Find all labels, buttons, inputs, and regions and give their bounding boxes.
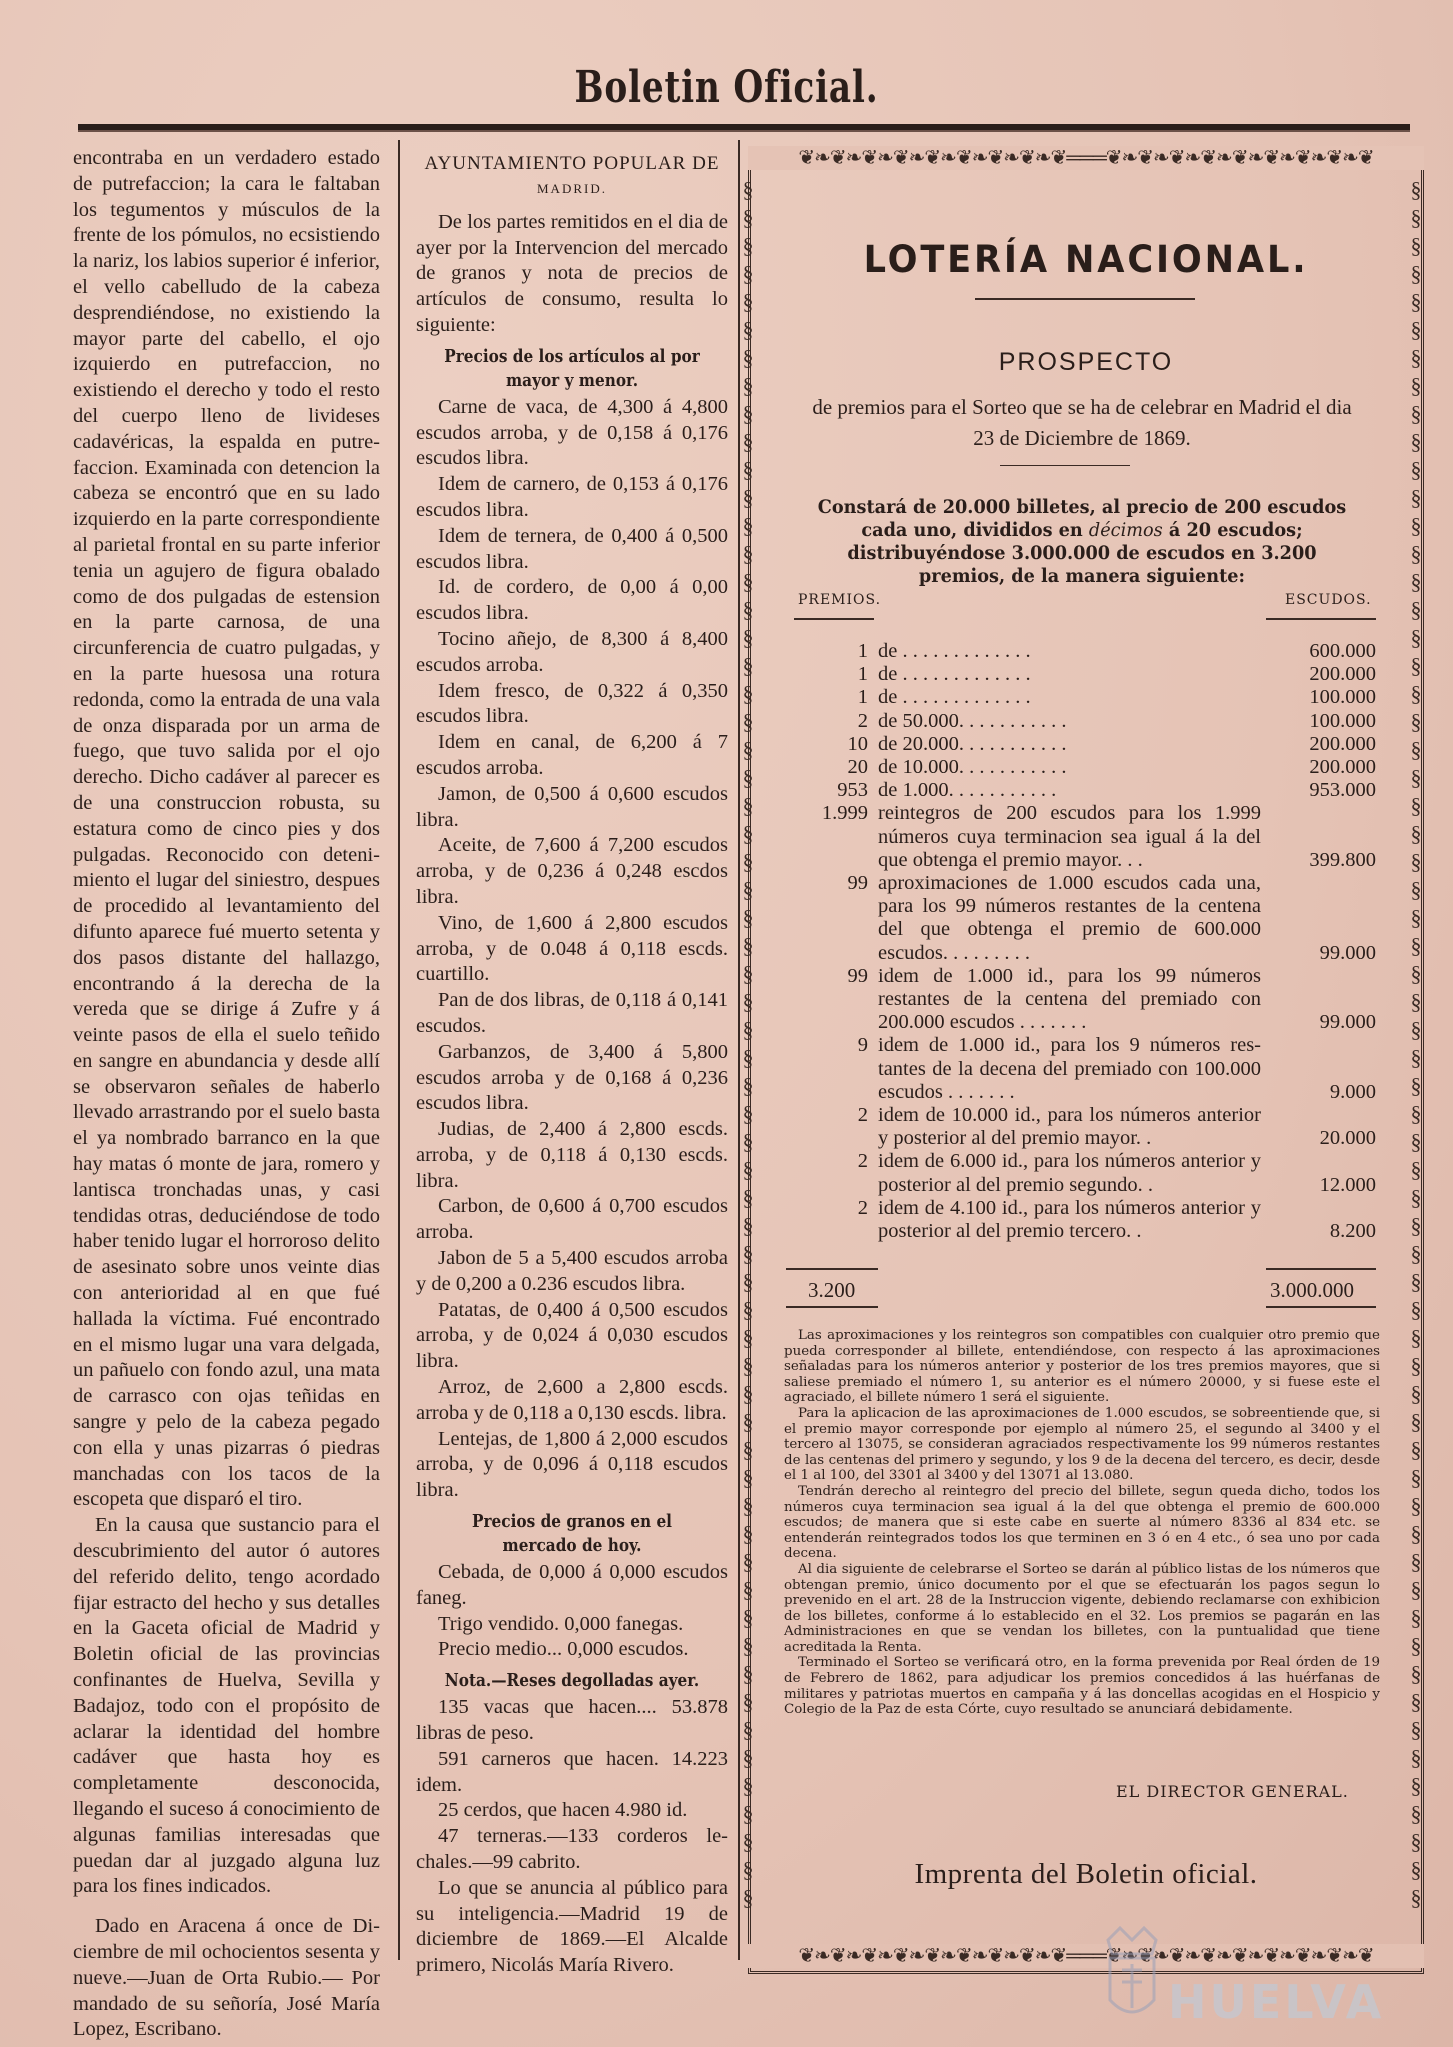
paragraph: En la causa que sustancio para el descubrimiento del autor ó autores del referido delito, tengo acordado fijar estracto del hecho y sus detalles en la Gaceta oficial de Madrid y Boletin oficial de las provincias confinantes de Huelva, Sevilla y Badajoz, todo con el propósito de aclarar la identidad del hombre cadáver que hasta hoy es completamente desconocida, llegando el suceso á conocimiento de algunas familias interesadas que puedan dar al juzgado alguna luz para los fines indicados. <box>73 1514 380 1898</box>
note-paragraph: Las aproximaciones y los reintegros son compatibles con cualquier otro premio que pueda corresponder al billete, entendiéndose, con respecto á las aproximaciones señaladas para los números anterior y posterior de los tres premios mayores, que si saliese premiado el número 1, su anterior es el número 20000, y si fuese este el agraciado, el billete número 1 será el siguiente. <box>784 1328 1380 1406</box>
prize-amount: 9.000 <box>1329 1080 1376 1103</box>
column-header-premios: PREMIOS. <box>798 592 882 608</box>
slaughter-item: 25 cerdos, que hacen 4.980 id. <box>438 1799 688 1822</box>
prize-amount: 99.000 <box>1319 941 1376 964</box>
prize-amount: 8.200 <box>1329 1220 1376 1243</box>
prize-count: 1 <box>857 686 868 709</box>
table-row <box>786 710 1376 733</box>
slaughter-item: 591 carneros que hacen. 14.223 idem. <box>416 1747 728 1796</box>
price-item: Id. de cordero, de 0,00 á 0,00 escudos libra. <box>416 576 728 625</box>
ornament-border-bottom: ❦❧❦❧❦❧❦❧❦❧❦❧❦❧❦❧❦═══❦❧❦❧❦❧❦❧❦❧❦❧❦❧❦❧❦ <box>748 1944 1424 1968</box>
constara-text: Constará de 20.000 billetes, al precio de 200 escudos cada uno, divididos en <box>817 496 1347 541</box>
table-row <box>786 686 1376 709</box>
table-row <box>786 733 1376 756</box>
prize-amount: 100.000 <box>1309 709 1376 732</box>
prize-count: 99 <box>847 964 868 987</box>
price-item: Carbon, de 0,600 á 0,700 escudos arroba. <box>416 1195 728 1244</box>
price-item: Jamon, de 0,500 á 0,600 escudos libra. <box>416 782 728 831</box>
prospecto-heading: PROSPECTO <box>998 348 1174 376</box>
ornament-border-top: ❦❧❦❧❦❧❦❧❦❧❦❧❦❧❦❧❦═══❦❧❦❧❦❧❦❧❦❧❦❧❦❧❦❧❦ <box>748 146 1424 170</box>
prize-description: reintegros de 200 escudos para los 1.999 números cuya terminacion sea igual á la del que obtenga el premio mayor. . . <box>878 802 1261 871</box>
constara-italic: décimos <box>1088 519 1163 541</box>
price-item: Garbanzos, de 3,400 á 5,800 escudos arroba y de 0,168 á 0,236 escudos libra. <box>416 1040 728 1115</box>
slaughter-item: 135 vacas que hacen.... 53.878 libras de peso. <box>416 1696 728 1745</box>
section-title: AYUNTAMIENTO POPULAR DE <box>424 153 720 174</box>
prize-amount: 100.000 <box>1309 686 1376 709</box>
prize-description: idem de 4.100 id., para los números anterior y posterior al del premio tercero. . <box>878 1196 1261 1243</box>
prize-table <box>786 640 1376 1243</box>
price-item: Aceite, de 7,600 á 7,200 escudos arroba, y de 0,236 á 0,248 escdos libra. <box>416 834 728 908</box>
intro-line: de premios para el Sorteo que se ha de celebrar en Madrid el dia <box>812 395 1352 419</box>
grain-item: Cebada, de 0,000 á 0,000 escudos faneg. <box>416 1561 728 1609</box>
prize-description: de 50.000. . . . . . . . . . . <box>878 709 1067 732</box>
prize-count: 2 <box>857 1104 868 1127</box>
note-paragraph: Tendrán derecho al reintegro del precio del billete, segun queda dicho, todos los números cuya terminacion sea igual á la del que obtenga el premio de 600.000 escudos; de manera que si este cabe en suerte al número 8336 al 834 etc. se entenderán reintegrados todos los que terminen en 3 ó en 4 etc., ó sea uno por cada decena. <box>784 1483 1380 1562</box>
slaughter-item: 47 terneras.—133 corderos lechales.—99 cabrito. <box>416 1825 728 1874</box>
price-item: Idem en canal, de 6,200 á 7 escudos arroba. <box>416 731 728 779</box>
total-rule <box>1266 1268 1376 1270</box>
ornament-border-right: § § § § § § § § § § § § § § § § § § § § § § § § § § § § § § § § § § § § § § § § § § § § § § § § § § § § § § § § § § § § § § <box>1410 177 1422 1910</box>
intro-paragraph: De los partes remitidos en el dia de ayer por la Intervencion del mercado de granos y nota de precios de artículos de consumo, resulta lo siguiente: <box>416 210 728 336</box>
price-item: Tocino añejo, de 8,300 á 8,400 escudos arroba. <box>416 627 728 676</box>
intro-line: 23 de Diciembre de 1869. <box>973 426 1191 450</box>
prize-count: 2 <box>857 709 868 732</box>
prize-description: de 10.000. . . . . . . . . . . <box>878 756 1067 779</box>
price-item: Judias, de 2,400 á 2,800 escds. arroba, y de 0,118 á 0,130 escds. libra. <box>416 1118 728 1192</box>
prize-count: 99 <box>847 872 868 895</box>
price-item: Idem fresco, de 0,322 á 0,350 escudos libra. <box>416 679 728 728</box>
prize-amount: 399.800 <box>1309 848 1376 871</box>
column-header-escudos: ESCUDOS. <box>1285 592 1372 608</box>
prize-count: 1.999 <box>821 802 868 825</box>
price-item: Idem de ternera, de 0,400 á 0,500 escudos libra. <box>416 524 728 573</box>
page-title: Boletin Oficial. <box>574 62 879 113</box>
intro-rule <box>1000 465 1130 466</box>
title-rule <box>975 298 1195 300</box>
prize-amount: 12.000 <box>1319 1173 1376 1196</box>
section-heading: Nota.—Reses degolladas ayer. <box>444 1670 700 1692</box>
total-rule <box>1266 1306 1376 1308</box>
total-rule <box>786 1268 878 1270</box>
lottery-title: LOTERÍA NACIONAL. <box>863 238 1309 281</box>
closing-paragraph: Lo que se anuncia al público para su inteligencia.—Madrid 19 de diciembre de 1869.—El Alcalde primero, Nicolás María Rivero. <box>416 1876 728 1977</box>
prize-amount: 20.000 <box>1319 1127 1376 1150</box>
price-item: Lentejas, de 1,800 á 2,000 escudos arroba, y de 0,096 á 0,118 escudos libra. <box>416 1427 728 1502</box>
table-rule <box>1266 618 1376 620</box>
prize-amount: 953.000 <box>1309 779 1376 802</box>
prize-description: idem de 6.000 id., para los números anterior y posterior al del premio segundo. . <box>878 1150 1261 1196</box>
prize-amount: 600.000 <box>1309 640 1376 662</box>
prize-description: de . . . . . . . . . . . . . <box>878 640 1031 662</box>
table-row <box>786 802 1376 872</box>
price-item: Jabon de 5 a 5,400 escudos arroba y de 0,200 a 0.236 escudos libra. <box>416 1247 728 1295</box>
table-row <box>786 663 1376 686</box>
prize-count: 2 <box>857 1196 868 1219</box>
prize-description: aproximaciones de 1.000 escudos cada una, para los 99 números restantes de la centena del que obtenga el premio de 600.000 escudos. . . . . . . . . <box>878 872 1261 964</box>
prize-count: 1 <box>857 663 868 686</box>
column-divider <box>398 140 400 1960</box>
section-heading: Precios de los artículos al por mayor y menor. <box>444 345 700 391</box>
watermark-text: HUELVA <box>1168 1975 1385 2029</box>
prize-description: de 20.000. . . . . . . . . . . <box>878 732 1067 755</box>
table-row <box>786 1034 1376 1104</box>
table-row <box>786 1197 1376 1243</box>
prize-description: de . . . . . . . . . . . . . <box>878 663 1031 686</box>
paragraph: Dado en Aracena á once de Diciembre de mil ochocientos sesenta y nueve.—Juan de Orta Rubio.— Por mandado de su señoría, José María Lopez, Escribano. <box>73 1915 380 2041</box>
lottery-notes <box>784 1328 1380 1718</box>
constara-paragraph <box>803 496 1361 588</box>
table-row <box>786 965 1376 1035</box>
prize-description: idem de 1.000 id., para los 99 números restantes de la centena del premiado con 200.000 escudos . . . . . . . <box>878 964 1261 1034</box>
prize-count: 2 <box>857 1150 868 1173</box>
table-row <box>786 1150 1376 1196</box>
table-row <box>786 872 1376 965</box>
header-rule <box>78 124 1410 132</box>
grain-item: Trigo vendido. 0,000 fanegas. <box>438 1612 684 1635</box>
imprenta-footer: Imprenta del Boletin oficial. <box>914 1858 1258 1890</box>
paragraph: encontraba en un verdadero estado de putrefaccion; la cara le faltaban los tegumentos y músculos de la frente de los pómulos, no ecsistiendo la nariz, los labios superior é inferior, el vello cabelludo de la cabeza desprendiéndose, no existiendo la mayor parte del cabello, el ojo izquierdo en putrefaccion, no existiendo el derecho y todo el resto del cuerpo lleno de livideses cadavéricas, la espalda en putrefaccion. Examinada con detencion la cabeza se encontró que en su lado izquierdo en la parte correspondiente al parietal frontal en su parte inferior tenia un agujero de figura obalado como de dos pulgadas de estension en la parte carnosa, de una circunferencia de cuatro pulgadas, y en la parte huesosa una rotura redonda, como la entrada de una vala de onza disparada por un arma de fuego, que tuvo salida por el ojo derecho. Dicho cadáver al parecer es de una construccion robusta, su estatura como de cinco pies y dos pulgadas. Reconocido con detenimiento el lugar del siniestro, despues de procedido al levantamiento del difunto aparece fué muerto setenta y dos pasos distante del hallazgo, encontrando á la derecha de la vereda que se dirige á Zufre y á veinte pasos de ella el suelo teñido en sangre en abundancia y desde allí se observaron señales de haberlo llevado arrastrando por el suelo basta el ya nombrado barranco en la que hay matas ó monte de jara, romero y lantisca tronchadas unas, y casi tendidas otras, deduciéndose de todo haber tenido lugar el horroroso delito de asesinato sobre unos veinte dias con anterioridad al en que fué hallada la víctima. Fué encontrado en el mismo lugar una vara delgada, un pañuelo con fondo azul, una mata de carrasco con ojas teñidas en sangre y pelo de la cabeza pegado con ella y unas pizarras ó piedras manchadas con los tacos de la escopeta que disparó el tiro. <box>73 147 380 1511</box>
prize-amount: 99.000 <box>1319 1011 1376 1034</box>
prize-description: idem de 10.000 id., para los números anterior y posterior al del premio mayor. . <box>878 1104 1261 1150</box>
table-row <box>786 1104 1376 1150</box>
prize-count: 10 <box>847 732 868 755</box>
price-item: Arroz, de 2,600 a 2,800 escds. arroba y de 0,118 a 0,130 escds. libra. <box>416 1376 728 1424</box>
table-row <box>786 756 1376 779</box>
column-crime-report <box>73 146 380 2043</box>
section-subtitle: MADRID. <box>537 181 607 196</box>
prize-description: de . . . . . . . . . . . . . <box>878 686 1031 709</box>
director-signature: EL DIRECTOR GENERAL. <box>1116 1782 1349 1801</box>
prize-count: 953 <box>837 779 868 802</box>
note-paragraph: Al dia siguiente de celebrarse el Sorteo se darán al público listas de los números que obtengan premio, único documento por el que se efectuarán los pagos segun lo prevenido en el art. 28 de la Instruccion vigente, debiendo reclamarse con exhibicion de los billetes, conforme á lo establecido en el 32. Los premios se pagarán en las Administraciones en que se vendan los billetes, con la puntualidad que tiene acreditada la Renta. <box>784 1561 1380 1655</box>
section-heading: Precios de granos en el mercado de hoy. <box>471 1511 673 1557</box>
prize-amount: 200.000 <box>1309 756 1376 779</box>
table-row <box>786 640 1376 663</box>
total-escudos: 3.000.000 <box>1270 1278 1354 1302</box>
ornament-border-left: § § § § § § § § § § § § § § § § § § § § § § § § § § § § § § § § § § § § § § § § § § § § § § § § § § § § § § § § § § § § § § <box>742 177 754 1910</box>
prize-count: 1 <box>857 640 868 662</box>
note-paragraph: Para la aplicacion de las aproximaciones de 1.000 escudos, se sobreentiende que, si el premio mayor corresponde por ejemplo al número 25, el segundo al 3400 y el tercero al 13075, se consideran agraciados respectivamente los 99 números restantes de las centenas del primero y segundo, y los 9 de la decena del tercero, es decir, desde el 1 al 100, del 3301 al 3400 y del 13071 al 13.080. <box>784 1405 1380 1484</box>
prize-description: de 1.000. . . . . . . . . . . <box>878 779 1057 802</box>
price-item: Carne de vaca, de 4,300 á 4,800 escudos arroba, y de 0,158 á 0,176 escudos libra. <box>416 395 728 470</box>
total-premios: 3.200 <box>808 1278 856 1302</box>
column-ayuntamiento <box>416 152 728 1979</box>
price-item: Patatas, de 0,400 á 0,500 escudos arroba, y de 0,024 á 0,030 escudos libra. <box>416 1298 728 1373</box>
note-paragraph: Terminado el Sorteo se verificará otro, en la forma prevenida por Real órden de 19 de Febrero de 1862, para adjudicar los premios concedidos á las huérfanas de militares y patriotas muertos en campaña y á las doncellas acogidas en el Hospicio y Colegio de la Paz de esta Córte, cuyo resultado se anunciará debidamente. <box>784 1655 1380 1718</box>
table-rule <box>794 618 874 620</box>
draw-date-text <box>782 392 1382 454</box>
price-item: Vino, de 1,600 á 2,800 escudos arroba, y de 0.048 á 0,118 escds. cuartillo. <box>416 911 728 986</box>
price-item: Pan de dos libras, de 0,118 á 0,141 escudos. <box>416 989 728 1037</box>
prize-count: 20 <box>847 756 868 779</box>
prize-amount: 200.000 <box>1309 732 1376 755</box>
grain-item: Precio medio... 0,000 escudos. <box>438 1638 689 1661</box>
prize-amount: 200.000 <box>1309 663 1376 686</box>
table-row <box>786 779 1376 802</box>
price-item: Idem de carnero, de 0,153 á 0,176 escudos libra. <box>416 473 728 521</box>
constara-text: á 20 escudos; distribuyéndose 3.000.000 de escudos en 3.200 premios, de la manera siguiente: <box>847 519 1317 587</box>
prize-description: idem de 1.000 id., para los 9 números restantes de la decena del premiado con 100.000 escudos . . . . . . . <box>878 1034 1261 1103</box>
prize-count: 9 <box>857 1034 868 1057</box>
total-rule <box>786 1306 878 1308</box>
